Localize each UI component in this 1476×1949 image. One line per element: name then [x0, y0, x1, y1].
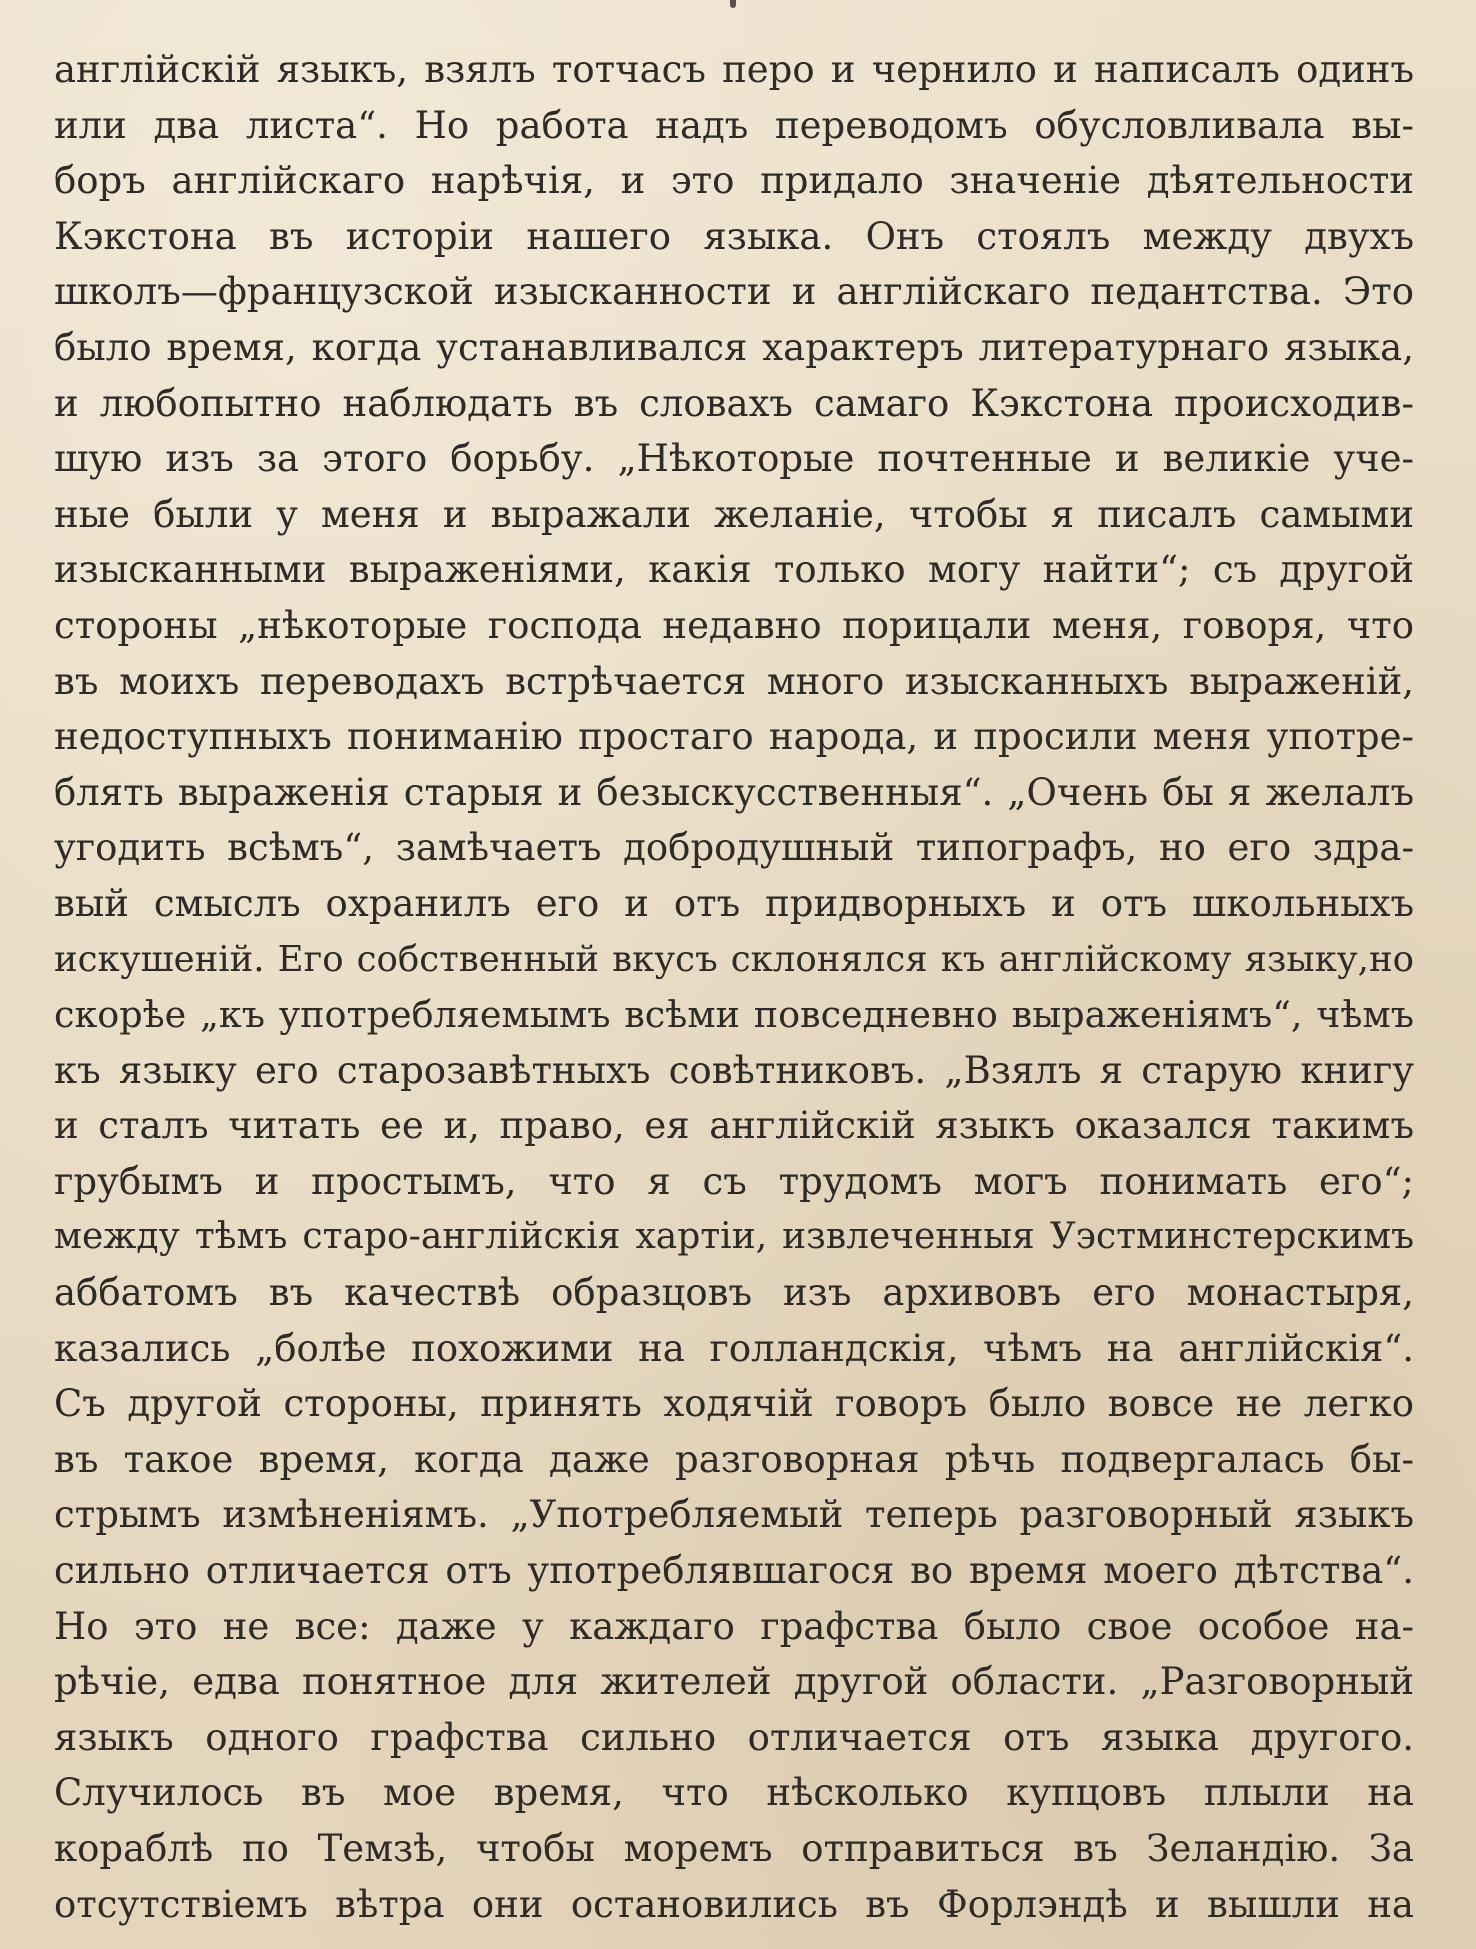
text-line: изысканными выраженіями, какія только могу найти“; съ другой: [54, 548, 1414, 592]
text-line: угодить всѣмъ“, замѣчаетъ добродушный типографъ, но его здра-: [54, 826, 1414, 870]
text-line: недоступныхъ пониманію простаго народа, и просили меня употре-: [54, 715, 1414, 759]
text-line: вый смыслъ охранилъ его и отъ придворныхъ и отъ школьныхъ: [54, 881, 1414, 925]
text-line: или два листа“. Но работа надъ переводомъ обусловливала вы-: [54, 103, 1414, 147]
text-line: Случилось въ мое время, что нѣсколько купцовъ плыли на: [54, 1771, 1414, 1815]
text-line: къ языку его старозавѣтныхъ совѣтниковъ. „Взялъ я старую книгу: [54, 1048, 1414, 1092]
text-line: кораблѣ по Темзѣ, чтобы моремъ отправиться въ Зеландію. За: [54, 1827, 1414, 1870]
page-body-text: [54, 42, 1414, 1932]
text-line: Съ другой стороны, принять ходячій говоръ было вовсе не легко: [54, 1382, 1414, 1426]
text-line: англійскій языкъ, взялъ тотчасъ перо и чернило и написалъ одинъ: [54, 48, 1414, 91]
text-line: рѣчіе, едва понятное для жителей другой области. „Разговорный: [54, 1660, 1414, 1704]
text-line: аббатомъ въ качествѣ образцовъ изъ архивовъ его монастыря,: [54, 1271, 1414, 1315]
text-line: ные были у меня и выражали желаніе, чтобы я писалъ самыми: [54, 492, 1414, 536]
text-line: Но это не все: даже у каждаго графства было свое особое на-: [54, 1604, 1414, 1648]
text-line: сильно отличается отъ употреблявшагося во время моего дѣтства“.: [54, 1549, 1414, 1593]
text-line: боръ англійскаго нарѣчія, и это придало значеніе дѣятельности: [54, 159, 1414, 203]
text-line: отсутствіемъ вѣтра они остановились въ Форлэндѣ и вышли на: [54, 1882, 1414, 1926]
text-line: казались „болѣе похожими на голландскія, чѣмъ на англійскія“.: [54, 1326, 1414, 1370]
text-line: грубымъ и простымъ, что я съ трудомъ могъ понимать его“;: [54, 1159, 1414, 1203]
text-line: школъ—французской изысканности и англійскаго педантства. Это: [54, 270, 1414, 314]
text-line: и сталъ читать ее и, право, ея англійскій языкъ оказался такимъ: [54, 1104, 1414, 1148]
text-line: языкъ одного графства сильно отличается отъ языка другого.: [54, 1715, 1414, 1759]
text-line: искушеній. Его собственный вкусъ склонялся къ англійскому языку,но: [54, 938, 1414, 980]
text-line: шую изъ за этого борьбу. „Нѣкоторые почтенные и великіе уче-: [54, 437, 1414, 481]
text-line: стрымъ измѣненіямъ. „Употребляемый теперь разговорный языкъ: [54, 1493, 1414, 1537]
text-line: въ моихъ переводахъ встрѣчается много изысканныхъ выраженій,: [54, 659, 1414, 703]
text-line: блять выраженія старыя и безыскусственныя“. „Очень бы я желалъ: [54, 770, 1414, 814]
text-line: въ такое время, когда даже разговорная рѣчь подвергалась бы-: [54, 1437, 1414, 1481]
text-line: Кэкстона въ исторіи нашего языка. Онъ стоялъ между двухъ: [54, 214, 1414, 258]
text-line: между тѣмъ старо-англійскія хартіи, извлеченныя Уэстминстерскимъ: [54, 1216, 1414, 1258]
text-line: было время, когда устанавливался характеръ литературнаго языка,: [54, 325, 1414, 369]
text-line: стороны „нѣкоторые господа недавно порицали меня, говоря, что: [54, 603, 1414, 647]
text-line: и любопытно наблюдать въ словахъ самаго Кэкстона происходив-: [54, 381, 1414, 425]
text-line: скорѣе „къ употребляемымъ всѣми повседневно выраженіямъ“, чѣмъ: [54, 993, 1414, 1037]
page-top-mark: [730, 0, 736, 8]
